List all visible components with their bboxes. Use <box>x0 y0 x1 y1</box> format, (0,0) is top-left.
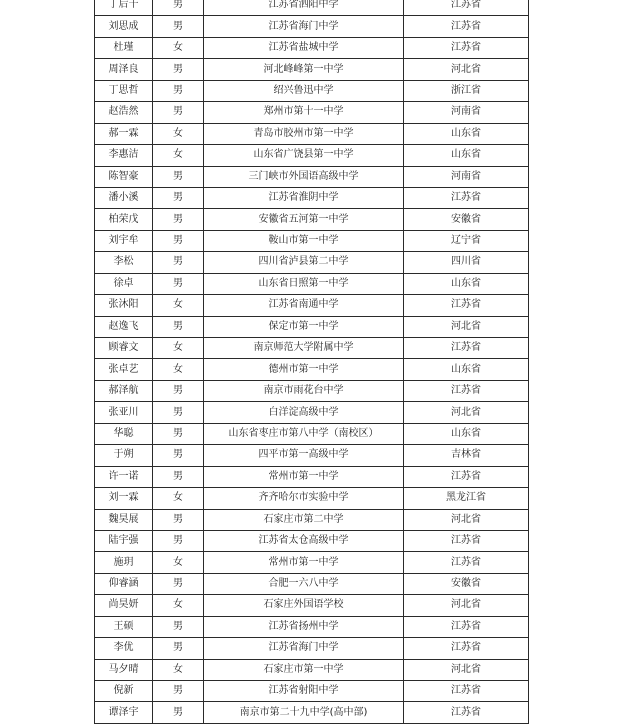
student-name-cell: 杜瑾 <box>95 37 153 58</box>
province-cell: 河北省 <box>404 316 529 337</box>
school-cell: 江苏省海门中学 <box>204 638 404 659</box>
gender-cell: 女 <box>153 338 204 359</box>
school-cell: 山东省枣庄市第八中学（南校区） <box>204 423 404 444</box>
gender-cell: 男 <box>153 638 204 659</box>
gender-cell: 男 <box>153 209 204 230</box>
student-name-cell: 徐卓 <box>95 273 153 294</box>
province-cell: 江苏省 <box>404 187 529 208</box>
gender-cell: 女 <box>153 488 204 509</box>
gender-cell: 男 <box>153 80 204 101</box>
student-name-cell: 张沐阳 <box>95 295 153 316</box>
student-name-cell: 华聪 <box>95 423 153 444</box>
school-cell: 郑州市第十一中学 <box>204 102 404 123</box>
province-cell: 河北省 <box>404 402 529 423</box>
roster-body <box>95 0 529 723</box>
province-cell: 山东省 <box>404 273 529 294</box>
gender-cell: 女 <box>153 123 204 144</box>
table-row <box>95 616 529 637</box>
school-cell: 山东省广饶县第一中学 <box>204 145 404 166</box>
student-name-cell: 李优 <box>95 638 153 659</box>
table-row <box>95 466 529 487</box>
province-cell: 安徽省 <box>404 209 529 230</box>
school-cell: 合肥一六八中学 <box>204 573 404 594</box>
gender-cell: 男 <box>153 530 204 551</box>
gender-cell: 男 <box>153 252 204 273</box>
province-cell: 江苏省 <box>404 552 529 573</box>
province-cell: 山东省 <box>404 359 529 380</box>
table-row <box>95 37 529 58</box>
school-cell: 南京市雨花台中学 <box>204 380 404 401</box>
school-cell: 江苏省射阳中学 <box>204 681 404 702</box>
province-cell: 河北省 <box>404 59 529 80</box>
gender-cell: 男 <box>153 573 204 594</box>
student-name-cell: 施玥 <box>95 552 153 573</box>
school-cell: 保定市第一中学 <box>204 316 404 337</box>
gender-cell: 女 <box>153 295 204 316</box>
student-name-cell: 张卓艺 <box>95 359 153 380</box>
province-cell: 四川省 <box>404 252 529 273</box>
gender-cell: 男 <box>153 681 204 702</box>
school-cell: 河北峰峰第一中学 <box>204 59 404 80</box>
school-cell: 江苏省淮阴中学 <box>204 187 404 208</box>
student-name-cell: 周泽良 <box>95 59 153 80</box>
school-cell: 青岛市胶州市第一中学 <box>204 123 404 144</box>
table-row <box>95 509 529 530</box>
gender-cell: 女 <box>153 145 204 166</box>
province-cell: 江苏省 <box>404 380 529 401</box>
table-row <box>95 252 529 273</box>
table-row <box>95 638 529 659</box>
student-name-cell: 仰睿涵 <box>95 573 153 594</box>
school-cell: 石家庄市第二中学 <box>204 509 404 530</box>
school-cell: 常州市第一中学 <box>204 552 404 573</box>
student-name-cell: 魏昊展 <box>95 509 153 530</box>
student-name-cell: 许一诺 <box>95 466 153 487</box>
table-row <box>95 659 529 680</box>
province-cell: 吉林省 <box>404 445 529 466</box>
school-cell: 三门峡市外国语高级中学 <box>204 166 404 187</box>
school-cell: 江苏省泗阳中学 <box>204 0 404 16</box>
gender-cell: 女 <box>153 659 204 680</box>
student-name-cell: 刘思成 <box>95 16 153 37</box>
gender-cell: 女 <box>153 595 204 616</box>
school-cell: 南京师范大学附属中学 <box>204 338 404 359</box>
province-cell: 江苏省 <box>404 530 529 551</box>
province-cell: 江苏省 <box>404 338 529 359</box>
table-row <box>95 402 529 423</box>
school-cell: 德州市第一中学 <box>204 359 404 380</box>
gender-cell: 男 <box>153 466 204 487</box>
table-row <box>95 359 529 380</box>
province-cell: 江苏省 <box>404 466 529 487</box>
student-name-cell: 李惠洁 <box>95 145 153 166</box>
province-cell: 河北省 <box>404 659 529 680</box>
student-name-cell: 李松 <box>95 252 153 273</box>
gender-cell: 男 <box>153 187 204 208</box>
student-name-cell: 顾睿文 <box>95 338 153 359</box>
province-cell: 山东省 <box>404 145 529 166</box>
gender-cell: 男 <box>153 316 204 337</box>
roster-table <box>94 0 529 724</box>
student-name-cell: 马夕晴 <box>95 659 153 680</box>
province-cell: 江苏省 <box>404 702 529 723</box>
gender-cell: 男 <box>153 0 204 16</box>
province-cell: 河北省 <box>404 595 529 616</box>
gender-cell: 男 <box>153 16 204 37</box>
gender-cell: 男 <box>153 702 204 723</box>
table-row <box>95 530 529 551</box>
student-name-cell: 倪新 <box>95 681 153 702</box>
gender-cell: 男 <box>153 402 204 423</box>
school-cell: 山东省日照第一中学 <box>204 273 404 294</box>
province-cell: 江苏省 <box>404 616 529 637</box>
gender-cell: 男 <box>153 273 204 294</box>
school-cell: 石家庄外国语学校 <box>204 595 404 616</box>
table-row <box>95 209 529 230</box>
province-cell: 河南省 <box>404 166 529 187</box>
gender-cell: 女 <box>153 359 204 380</box>
student-name-cell: 刘宇牟 <box>95 230 153 251</box>
table-row <box>95 338 529 359</box>
table-row <box>95 488 529 509</box>
table-row <box>95 0 529 16</box>
table-row <box>95 187 529 208</box>
table-row <box>95 123 529 144</box>
student-name-cell: 王硕 <box>95 616 153 637</box>
province-cell: 浙江省 <box>404 80 529 101</box>
province-cell: 河北省 <box>404 509 529 530</box>
province-cell: 山东省 <box>404 423 529 444</box>
gender-cell: 男 <box>153 423 204 444</box>
table-row <box>95 273 529 294</box>
student-name-cell: 郝一霖 <box>95 123 153 144</box>
school-cell: 石家庄市第一中学 <box>204 659 404 680</box>
school-cell: 四平市第一高级中学 <box>204 445 404 466</box>
student-name-cell: 赵浩然 <box>95 102 153 123</box>
student-name-cell: 潘小溪 <box>95 187 153 208</box>
school-cell: 安徽省五河第一中学 <box>204 209 404 230</box>
student-name-cell: 谭泽宇 <box>95 702 153 723</box>
gender-cell: 男 <box>153 230 204 251</box>
school-cell: 江苏省扬州中学 <box>204 616 404 637</box>
student-name-cell: 郝泽航 <box>95 380 153 401</box>
table-row <box>95 102 529 123</box>
gender-cell: 男 <box>153 380 204 401</box>
province-cell: 江苏省 <box>404 681 529 702</box>
school-cell: 江苏省盐城中学 <box>204 37 404 58</box>
province-cell: 江苏省 <box>404 16 529 37</box>
school-cell: 常州市第一中学 <box>204 466 404 487</box>
table-row <box>95 573 529 594</box>
student-name-cell: 张亚川 <box>95 402 153 423</box>
table-row <box>95 145 529 166</box>
school-cell: 江苏省南通中学 <box>204 295 404 316</box>
gender-cell: 女 <box>153 37 204 58</box>
student-name-cell: 于朔 <box>95 445 153 466</box>
province-cell: 安徽省 <box>404 573 529 594</box>
student-name-cell: 丁思哲 <box>95 80 153 101</box>
table-row <box>95 552 529 573</box>
table-row <box>95 316 529 337</box>
student-name-cell: 柏荣戊 <box>95 209 153 230</box>
school-cell: 江苏省太仓高级中学 <box>204 530 404 551</box>
gender-cell: 男 <box>153 166 204 187</box>
province-cell: 江苏省 <box>404 295 529 316</box>
province-cell: 辽宁省 <box>404 230 529 251</box>
gender-cell: 男 <box>153 59 204 80</box>
table-row <box>95 295 529 316</box>
table-row <box>95 166 529 187</box>
province-cell: 河南省 <box>404 102 529 123</box>
gender-cell: 男 <box>153 445 204 466</box>
school-cell: 江苏省海门中学 <box>204 16 404 37</box>
province-cell: 山东省 <box>404 123 529 144</box>
student-name-cell: 刘一霖 <box>95 488 153 509</box>
school-cell: 四川省泸县第二中学 <box>204 252 404 273</box>
gender-cell: 女 <box>153 552 204 573</box>
table-row <box>95 445 529 466</box>
school-cell: 绍兴鲁迅中学 <box>204 80 404 101</box>
school-cell: 白洋淀高级中学 <box>204 402 404 423</box>
table-row <box>95 16 529 37</box>
table-row <box>95 702 529 723</box>
table-row <box>95 595 529 616</box>
student-name-cell: 陈智豪 <box>95 166 153 187</box>
province-cell: 江苏省 <box>404 638 529 659</box>
student-name-cell: 丁后千 <box>95 0 153 16</box>
table-row <box>95 230 529 251</box>
student-name-cell: 赵逸飞 <box>95 316 153 337</box>
gender-cell: 男 <box>153 616 204 637</box>
school-cell: 齐齐哈尔市实验中学 <box>204 488 404 509</box>
student-name-cell: 陆宇强 <box>95 530 153 551</box>
gender-cell: 男 <box>153 509 204 530</box>
gender-cell: 男 <box>153 102 204 123</box>
school-cell: 南京市第二十九中学(高中部) <box>204 702 404 723</box>
table-row <box>95 380 529 401</box>
province-cell: 江苏省 <box>404 0 529 16</box>
province-cell: 江苏省 <box>404 37 529 58</box>
school-cell: 鞍山市第一中学 <box>204 230 404 251</box>
table-row <box>95 59 529 80</box>
table-row <box>95 80 529 101</box>
student-name-cell: 尚昊妍 <box>95 595 153 616</box>
table-row <box>95 681 529 702</box>
province-cell: 黑龙江省 <box>404 488 529 509</box>
table-row <box>95 423 529 444</box>
